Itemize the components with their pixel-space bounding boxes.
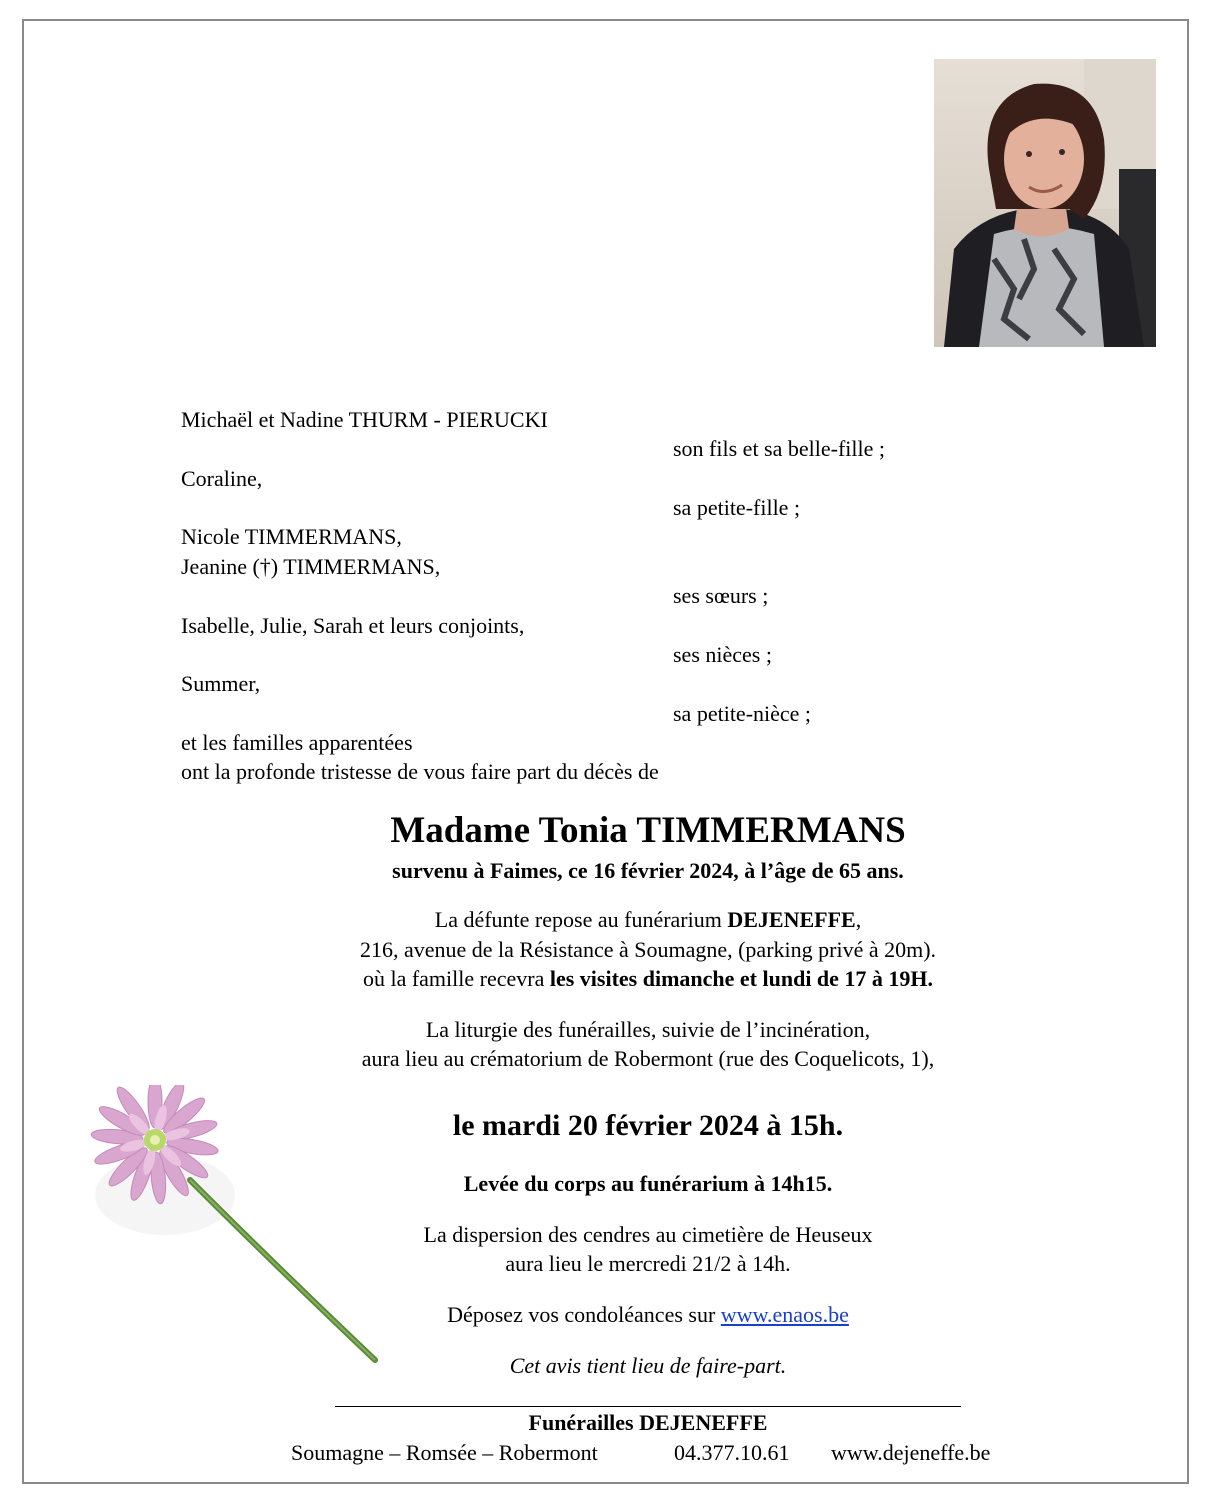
dispersion-line-2: aura lieu le mercredi 21/2 à 14h. bbox=[505, 1251, 791, 1276]
deceased-name: Madame Tonia TIMMERMANS bbox=[390, 810, 906, 851]
visits-line: où la famille recevra les visites dimanche et lundi de 17 à 19H. bbox=[362, 966, 934, 991]
family-line-nieces: Isabelle, Julie, Sarah et leurs conjoints, bbox=[181, 613, 525, 638]
family-line-granddaughter: Coraline, bbox=[181, 466, 263, 491]
family-line-relatives: et les familles apparentées bbox=[181, 730, 413, 755]
footer-phone: 04.377.10.61 bbox=[674, 1440, 790, 1465]
liturgy-line-1: La liturgie des funérailles, suivie de l’incinération, bbox=[425, 1017, 871, 1042]
family-line-sons: Michaël et Nadine THURM - PIERUCKI bbox=[181, 407, 548, 432]
condolences-line: Déposez vos condoléances sur www.enaos.be bbox=[447, 1302, 849, 1327]
relation-son: son fils et sa belle-fille ; bbox=[673, 436, 885, 461]
footer-website: www.dejeneffe.be bbox=[831, 1440, 991, 1465]
footer-company: Funérailles DEJENEFFE bbox=[528, 1410, 768, 1435]
portrait-photo bbox=[934, 59, 1156, 347]
pink-flower-illustration bbox=[75, 1085, 395, 1375]
condolences-link[interactable]: www.enaos.be bbox=[720, 1302, 849, 1327]
levee-line: Levée du corps au funérarium à 14h15. bbox=[463, 1171, 833, 1196]
footer-locations: Soumagne – Romsée – Robermont bbox=[291, 1440, 598, 1465]
notice-line: Cet avis tient lieu de faire-part. bbox=[509, 1353, 787, 1378]
dispersion-line-1: La dispersion des cendres au cimetière de Heuseux bbox=[423, 1222, 873, 1247]
funerarium-name: DEJENEFFE bbox=[727, 907, 856, 932]
ceremony-date: le mardi 20 février 2024 à 15h. bbox=[452, 1109, 844, 1142]
relation-grandniece: sa petite-nièce ; bbox=[673, 701, 812, 726]
liturgy-line-2: aura lieu au crématorium de Robermont (rue des Coquelicots, 1), bbox=[361, 1046, 935, 1071]
funerarium-address: 216, avenue de la Résistance à Soumagne, (parking privé à 20m). bbox=[359, 937, 937, 962]
family-line-grandniece: Summer, bbox=[181, 671, 261, 696]
relation-granddaughter: sa petite-fille ; bbox=[673, 495, 801, 520]
relation-sisters: ses sœurs ; bbox=[673, 583, 769, 608]
visits-times: les visites dimanche et lundi de 17 à 19H. bbox=[549, 966, 934, 991]
announcement-line: ont la profonde tristesse de vous faire part du décès de bbox=[181, 759, 659, 784]
funerarium-line-1: La défunte repose au funérarium DEJENEFFE, bbox=[434, 907, 862, 932]
family-line-sister-2: Jeanine (†) TIMMERMANS, bbox=[181, 554, 441, 579]
death-details: survenu à Faimes, ce 16 février 2024, à l’âge de 65 ans. bbox=[392, 858, 904, 883]
relation-nieces: ses nièces ; bbox=[673, 642, 772, 667]
footer-divider bbox=[335, 1406, 961, 1407]
family-line-sister-1: Nicole TIMMERMANS, bbox=[181, 524, 402, 549]
